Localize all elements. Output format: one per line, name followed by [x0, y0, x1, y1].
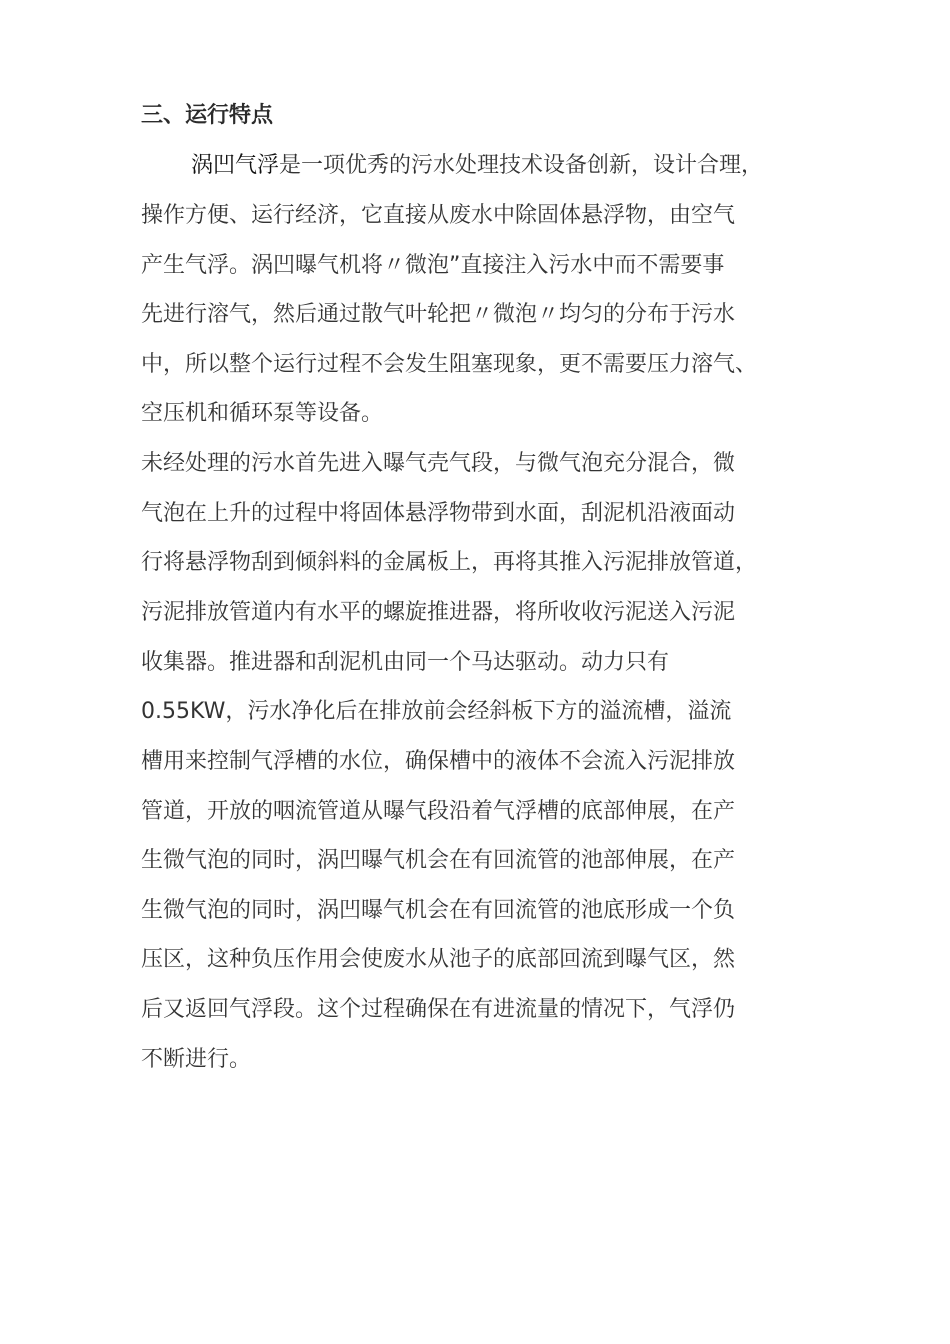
paragraph1-line-1: [191, 151, 763, 181]
paragraph2-line-5: 收集器。推进器和刮泥机由同一个马达驱动。动力只有: [141, 650, 670, 675]
paragraph2-line-9: 生微气泡的同时，涡凹曝气机会在有回流管的池部伸展，在产: [141, 848, 736, 873]
paragraph2-line-1: 未经处理的污水首先进入曝气壳气段，与微气泡充分混合，微: [141, 451, 736, 476]
paragraph1-line-6: 空压机和循环泵等设备。: [141, 401, 384, 426]
paragraph1-line-4: 先进行溶气，然后通过散气叶轮把〃微泡〃均匀的分布于污水: [141, 302, 736, 327]
paragraph1-line-1-text: 是一项优秀的污水处理技术设备创新，设计合理，: [279, 153, 764, 178]
paragraph2-line-7: 槽用来控制气浮槽的水位，确保槽中的液体不会流入污泥排放: [141, 749, 736, 774]
paragraph1-line-5: 中，所以整个运行过程不会发生阻塞现象，更不需要压力溶气、: [141, 352, 758, 377]
paragraph1-term: 涡凹气浮: [191, 153, 280, 178]
paragraph2-line-2: 气泡在上升的过程中将固体悬浮物带到水面，刮泥机沿液面动: [141, 501, 736, 526]
paragraph2-line-13: 不断进行。: [141, 1047, 252, 1072]
paragraph2-line-6: 0.55KW，污水净化后在排放前会经斜板下方的溢流槽，溢流: [141, 699, 732, 724]
paragraph2-line-8: 管道，开放的咽流管道从曝气段沿着气浮槽的底部伸展，在产: [141, 799, 736, 824]
paragraph1-line-2: 操作方便、运行经济，它直接从废水中除固体悬浮物，由空气: [141, 203, 736, 228]
paragraph2-line-11: 压区，这种负压作用会使废水从池子的底部回流到曝气区，然: [141, 947, 736, 972]
paragraph2-line-4: 污泥排放管道内有水平的螺旋推进器，将所收收污泥送入污泥: [141, 600, 736, 625]
paragraph2-line-3: 行将悬浮物刮到倾斜料的金属板上，再将其推入污泥排放管道，: [141, 550, 758, 575]
section-heading: 三、运行特点: [141, 103, 274, 128]
paragraph1-line-3: 产生气浮。涡凹曝气机将〃微泡”直接注入污水中而不需要事: [141, 253, 725, 278]
paragraph2-line-10: 生微气泡的同时，涡凹曝气机会在有回流管的池底形成一个负: [141, 898, 736, 923]
paragraph2-line-12: 后又返回气浮段。这个过程确保在有进流量的情况下，气浮仍: [141, 997, 736, 1022]
